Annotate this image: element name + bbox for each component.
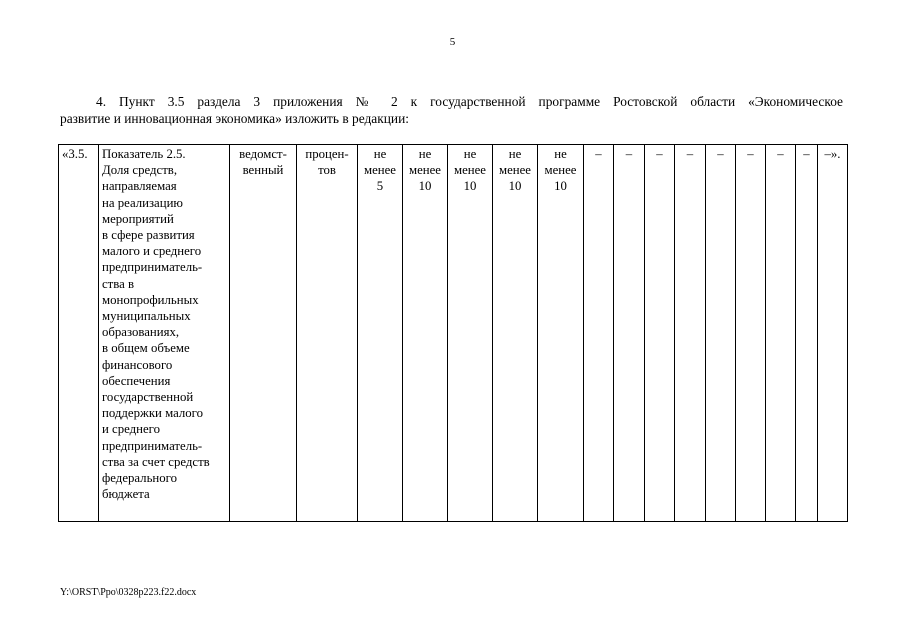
value-line: менее xyxy=(454,163,486,178)
indicator-line: бюджета xyxy=(102,487,150,502)
indicator-line: направляемая xyxy=(102,179,177,194)
value-cell xyxy=(538,145,584,522)
table-row xyxy=(59,145,848,522)
indicator-type-line: ведомст- xyxy=(239,147,287,161)
indicator-line: ства в xyxy=(102,276,135,291)
value-line: не xyxy=(508,147,522,161)
indicator-line: мероприятий xyxy=(102,211,174,226)
value-cell xyxy=(358,145,403,522)
value-line: не xyxy=(373,147,387,161)
dash-cell: – xyxy=(584,145,614,522)
value-line: 10 xyxy=(554,179,567,194)
indicator-line: образованиях, xyxy=(102,325,180,340)
dash-cell: – xyxy=(675,145,706,522)
indicator-type-line: венный xyxy=(242,163,284,178)
indicator-table xyxy=(58,144,848,522)
value-line: менее xyxy=(544,163,577,178)
indicator-line: государственной xyxy=(102,390,194,405)
value-line: не xyxy=(418,147,432,161)
indicator-line: в общем объеме xyxy=(102,341,190,356)
indicator-line: малого и среднего xyxy=(102,244,202,259)
value-line: не xyxy=(554,147,567,161)
indicator-type-cell xyxy=(230,145,297,522)
indicator-line: Показатель 2.5. xyxy=(102,147,186,161)
indicator-line: в сфере развития xyxy=(102,228,195,243)
indicator-line: ства за счет средств xyxy=(102,454,210,469)
value-line: не xyxy=(463,147,477,161)
value-line: менее xyxy=(364,163,396,178)
indicator-line: и среднего xyxy=(102,422,161,437)
indicator-cell xyxy=(99,145,230,522)
value-line: 10 xyxy=(418,179,432,194)
intro-paragraph xyxy=(60,93,843,127)
unit-line: тов xyxy=(318,163,336,178)
dash-cell: – xyxy=(766,145,796,522)
value-line: 5 xyxy=(376,179,384,194)
indicator-line: финансового xyxy=(102,357,173,372)
file-path-footer: Y:\ORST\Ppo\0328p223.f22.docx xyxy=(60,587,197,598)
value-line: 10 xyxy=(463,179,477,194)
value-cell xyxy=(493,145,538,522)
value-cell xyxy=(403,145,448,522)
page-number: 5 xyxy=(449,36,456,48)
indicator-line: федерального xyxy=(102,471,177,486)
indicator-line: поддержки малого xyxy=(102,406,204,421)
value-line: менее xyxy=(409,163,441,178)
value-line: менее xyxy=(499,163,531,178)
dash-cell: – xyxy=(645,145,675,522)
dash-cell: – xyxy=(796,145,818,522)
unit-line: процен- xyxy=(305,147,349,161)
indicator-line: муниципальных xyxy=(102,309,191,324)
indicator-line: монопрофильных xyxy=(102,292,199,307)
intro-line-1: 4. Пункт 3.5 раздела 3 приложения № 2 к государственной программе Ростовской области «Экономическое xyxy=(96,94,843,109)
row-number-cell: «3.5. xyxy=(59,145,99,522)
indicator-line: предприниматель- xyxy=(102,260,203,275)
value-line: 10 xyxy=(508,179,522,194)
intro-line-2: развитие и инновационная экономика» изложить в редакции: xyxy=(60,111,409,126)
dash-cell: – xyxy=(614,145,645,522)
last-dash-cell: –». xyxy=(818,145,848,522)
indicator-line: на реализацию xyxy=(102,195,183,210)
value-cell xyxy=(448,145,493,522)
indicator-line: Доля средств, xyxy=(102,163,178,178)
dash-cell: – xyxy=(736,145,766,522)
dash-cell: – xyxy=(706,145,736,522)
indicator-line: обеспечения xyxy=(102,373,171,388)
unit-cell xyxy=(297,145,358,522)
indicator-line: предприниматель- xyxy=(102,438,203,453)
